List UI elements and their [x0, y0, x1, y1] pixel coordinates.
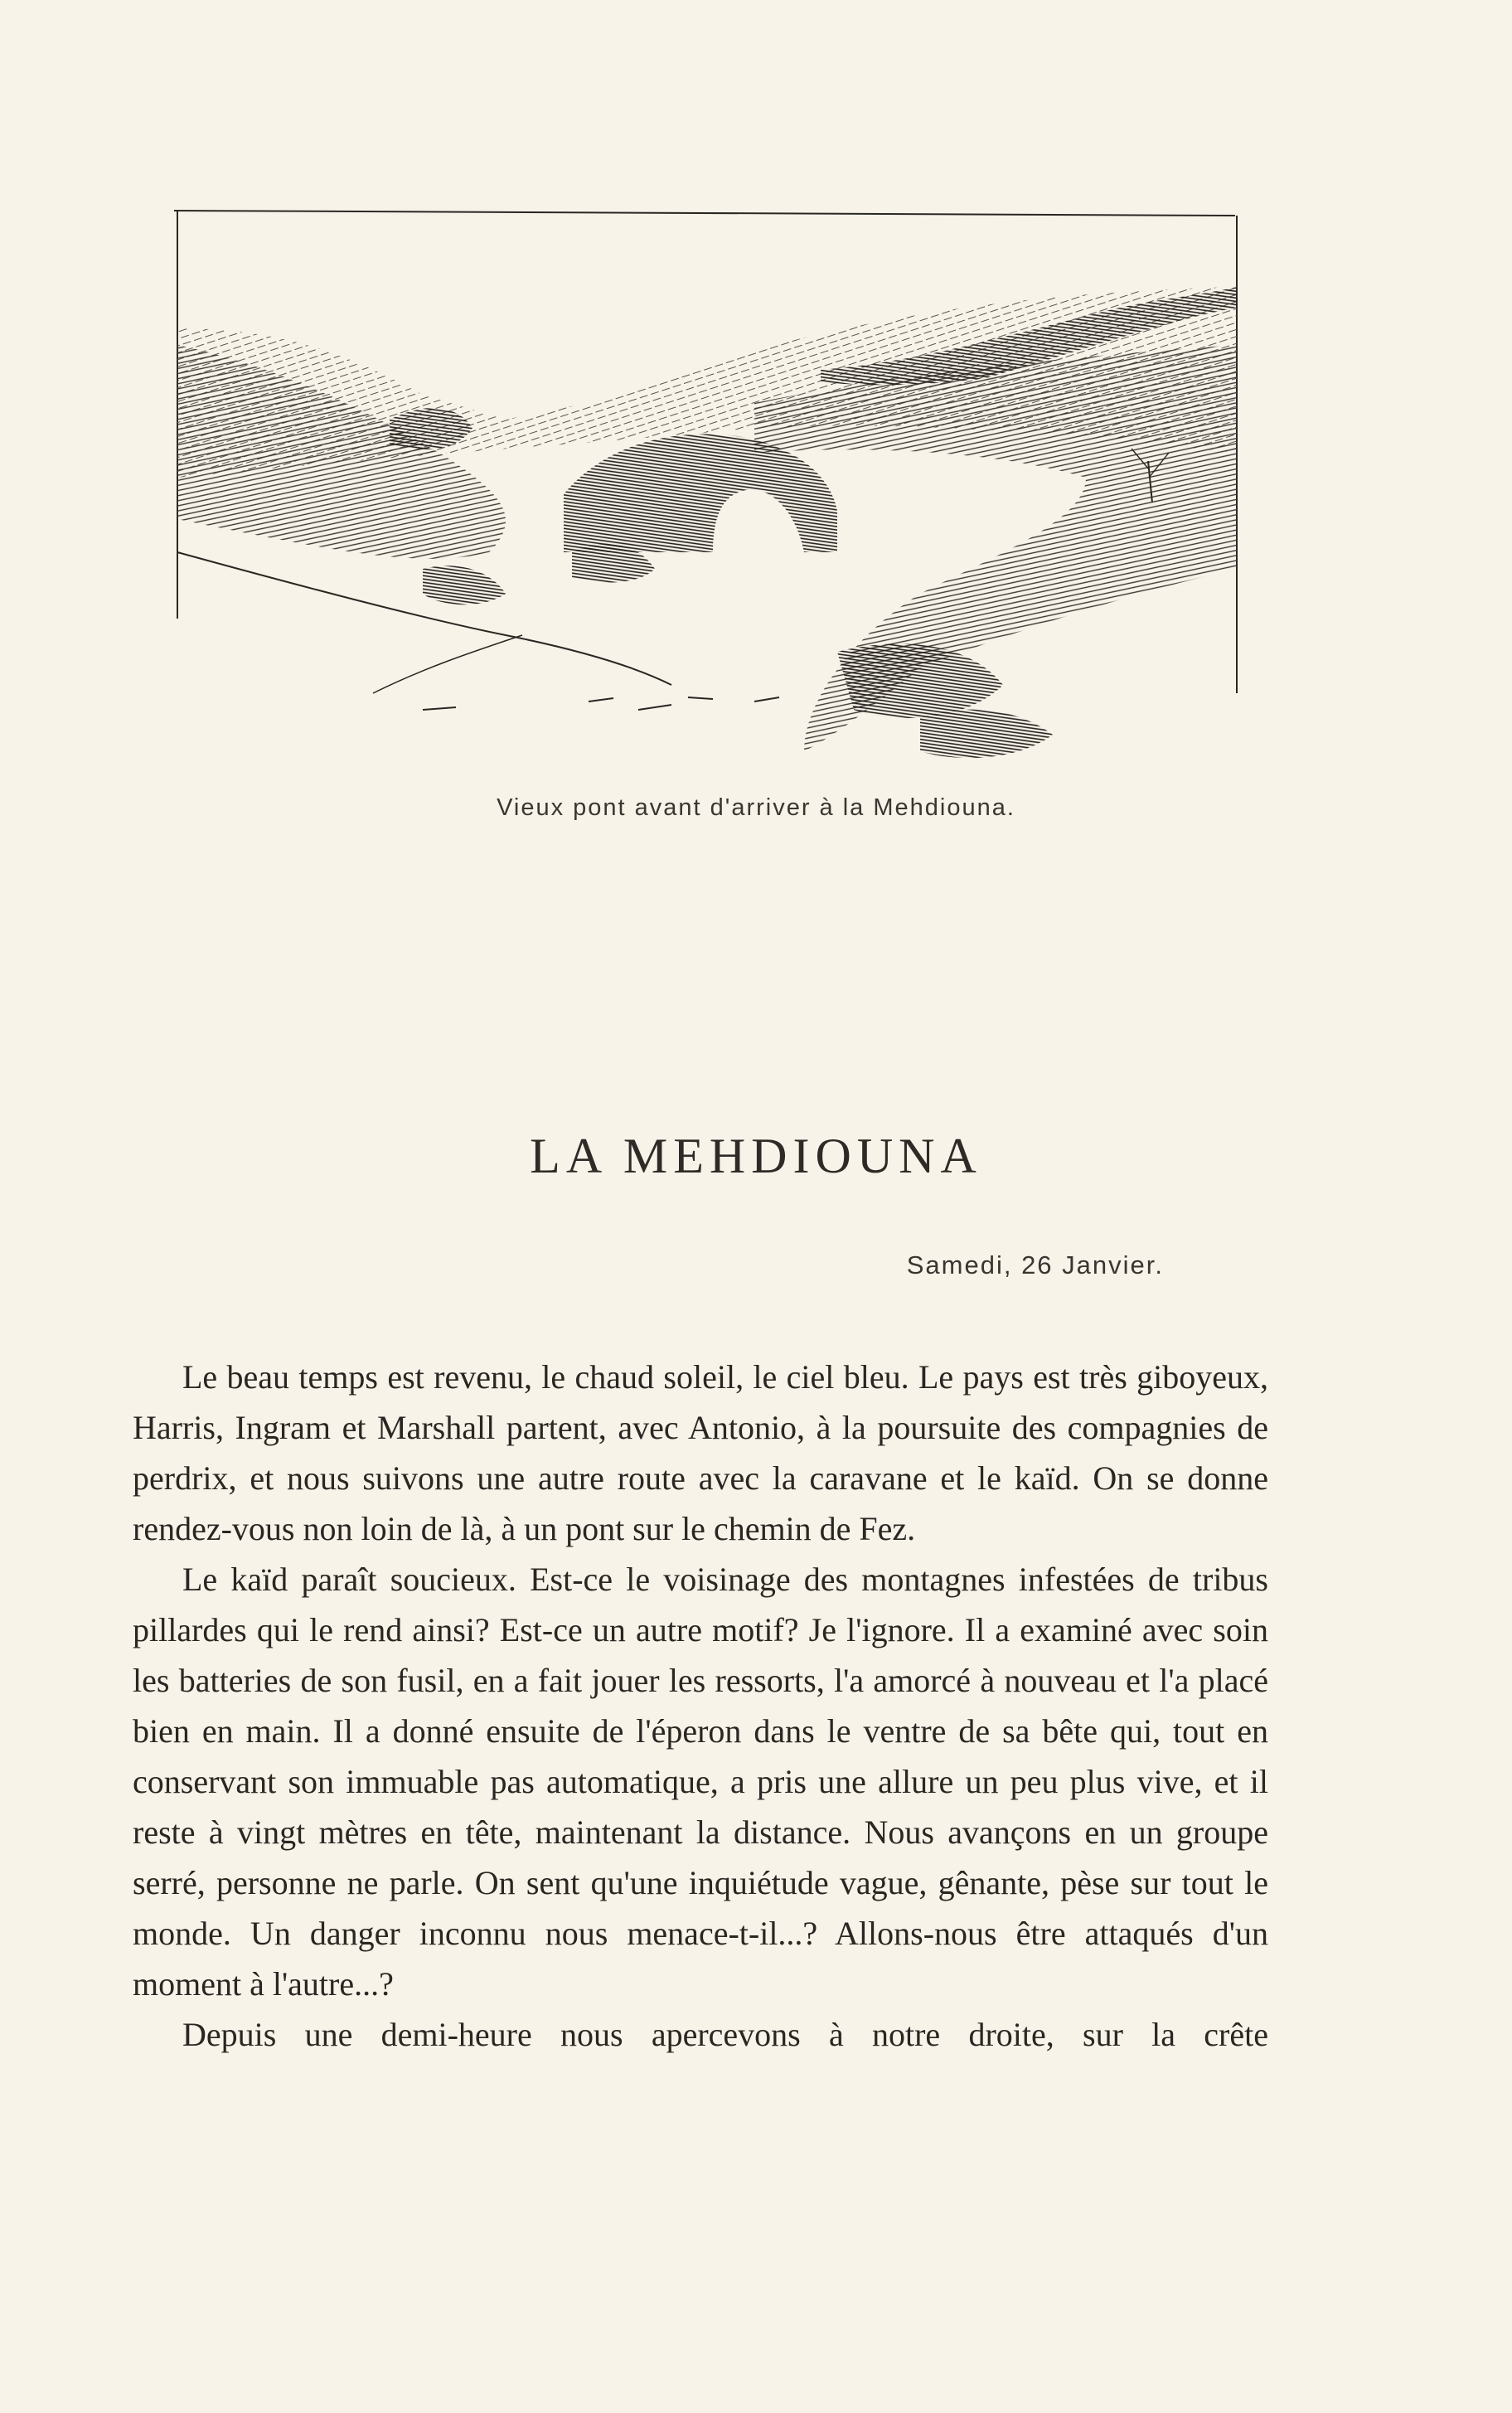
paragraph: Le kaïd paraît soucieux. Est-ce le voisinage des montagnes infestées de tribus pillardes qui le rend ainsi? Est-ce un autre motif? Je l'ignore. Il a examiné avec soin les batteries de son fusil, en a fait jouer les ressorts, l'a amorcé à nouveau et l'a placé bien en main. Il a donné ensuite de l'éperon dans le ventre de sa bête qui, tout en conservant son immuable pas automatique, a pris une allure un peu plus vive, et il reste à vingt mètres en tête, maintenant la distance. Nous avançons en un groupe serré, personne ne parle. On sent qu'une inquiétude vague, gênante, pèse sur tout le monde. Un danger inconnu nous menace-t-il...? Allons-nous être attaqués d'un moment à l'autre...? [133, 1561, 1268, 2003]
paragraph: Depuis une demi-heure nous apercevons à notre droite, sur la crête [182, 2016, 1268, 2053]
landscape-illustration [174, 204, 1243, 776]
dateline: Samedi, 26 Janvier. [906, 1250, 1164, 1279]
paragraph: Le beau temps est revenu, le chaud soleil, le ciel bleu. Le pays est très giboyeux, Harris, Ingram et Marshall partent, avec Antonio, à la poursuite des compagnies de perdrix, et nous suivons une autre route avec la caravane et le kaïd. On se donne rendez-vous non loin de là, à un pont sur le chemin de Fez. [133, 1358, 1268, 1547]
illustration-caption: Vieux pont avant d'arriver à la Mehdiouna. [497, 794, 1015, 821]
bridge-engraving [174, 204, 1243, 776]
body-text [133, 1352, 1268, 2060]
chapter-title: LA MEHDIOUNA [530, 1129, 982, 1184]
